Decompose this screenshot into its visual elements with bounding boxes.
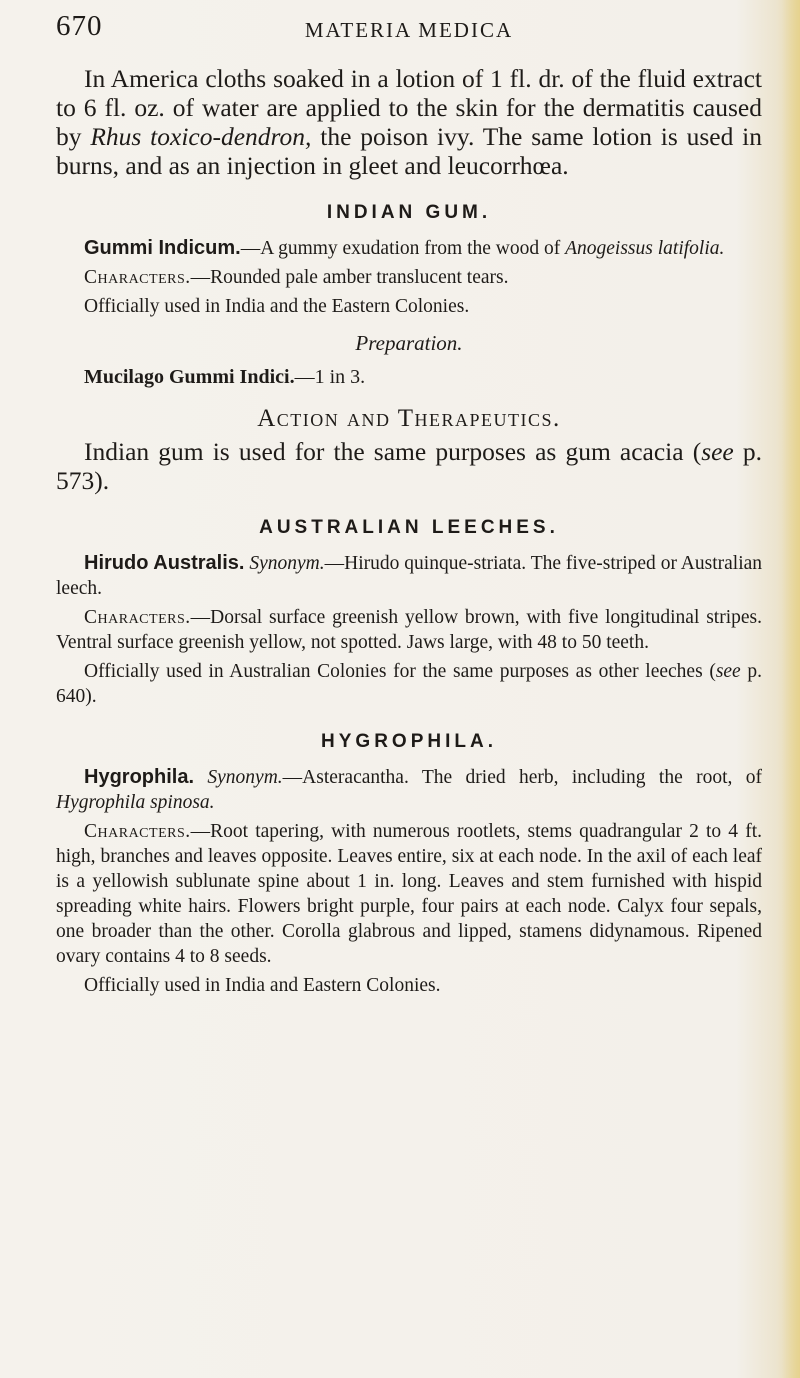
- intro-italic-term: Rhus toxico-dendron,: [90, 122, 312, 151]
- page-edge-discoloration: [782, 0, 800, 1378]
- action-paragraph: [56, 437, 762, 495]
- indian-gum-characters: [56, 265, 762, 290]
- characters-label: Characters.: [84, 267, 191, 288]
- action-text-end: p. 573).: [56, 437, 762, 495]
- intro-text: In America cloths soaked in a lotion of 1 fl. dr. of the fluid extract to 6 fl. oz. of water are applied to the skin for the dermatitis caused by: [56, 64, 762, 151]
- action-text: Indian gum is used for the same purposes as gum acacia (: [84, 437, 702, 466]
- synonym-label: Synonym.: [207, 767, 283, 788]
- entry-term: Hygrophila.: [84, 766, 195, 788]
- action-italic: see: [701, 437, 734, 466]
- characters-label: Characters.: [84, 607, 191, 628]
- synonym-text: —Asteracantha. The dried herb, including the root, of: [282, 767, 762, 788]
- action-heading: Action and Therapeutics.: [257, 405, 561, 432]
- section-heading-australian-leeches: AUSTRALIAN LEECHES.: [259, 517, 559, 538]
- entry-term: Gummi Indicum.: [84, 237, 241, 259]
- leeches-synonym: [56, 551, 762, 601]
- preparation-name: Mucilago Gummi Indici.: [84, 366, 295, 388]
- synonym-italic: Hygrophila spinosa.: [56, 792, 215, 813]
- entry-term: Hirudo Australis.: [84, 552, 245, 574]
- intro-text-end: the poison ivy. The same lotion is used in burns, and as an injection in gleet and leucorrhœa.: [56, 122, 763, 180]
- official-text: Officially used in Australian Colonies for the same purposes as other leeches (: [84, 661, 716, 682]
- page-content: [56, 0, 762, 998]
- synonym-label: Synonym.: [249, 553, 325, 574]
- official-text-end: p. 640).: [56, 661, 762, 707]
- characters-text: —Dorsal surface greenish yellow brown, with five longitudinal stripes. Ventral surface greenish yellow, not spotted. Jaws large, with 48 to 50 teeth.: [56, 607, 762, 653]
- indian-gum-official: Officially used in India and the Eastern Colonies.: [84, 296, 470, 317]
- characters-text: —Root tapering, with numerous rootlets, stems quadrangular 2 to 4 ft. high, branches and leaves opposite. Leaves entire, six at each node. In the axil of each leaf is a yellowish sublunate spine about 1 in. long. Leaves and stem furnished with hispid spreading white hairs. Flowers bright purple, four pairs at each node. Calyx four sepals, one broader than the other. Corolla glabrous and lipped, stamens didynamous. Ripened ovary contains 4 to 8 seeds.: [56, 821, 762, 967]
- characters-label: Characters.: [84, 821, 191, 842]
- leeches-characters: [56, 605, 762, 655]
- preparation-line: [56, 366, 762, 389]
- hygrophila-characters: [56, 819, 762, 969]
- characters-text: —Rounded pale amber translucent tears.: [190, 267, 509, 288]
- leeches-official: [56, 659, 762, 709]
- definition-italic: Anogeissus latifolia.: [565, 238, 725, 259]
- hygrophila-official: Officially used in India and Eastern Colonies.: [84, 975, 441, 996]
- page-header: [56, 0, 762, 62]
- section-heading-hygrophila: HYGROPHILA.: [321, 731, 497, 752]
- preparation-title: Preparation.: [355, 331, 463, 355]
- page-number: 670: [56, 10, 103, 42]
- official-italic: see: [715, 661, 741, 682]
- preparation-ratio: —1 in 3.: [294, 366, 366, 388]
- running-head: MATERIA MEDICA: [304, 18, 514, 42]
- indian-gum-definition: [56, 236, 762, 261]
- hygrophila-synonym: [56, 765, 762, 815]
- intro-paragraph: [56, 64, 762, 180]
- section-heading-indian-gum: INDIAN GUM.: [326, 202, 492, 223]
- definition-text: —A gummy exudation from the wood of: [240, 238, 566, 259]
- synonym-text: —Hirudo quinque-striata. The five-striped or Australian leech.: [56, 553, 763, 599]
